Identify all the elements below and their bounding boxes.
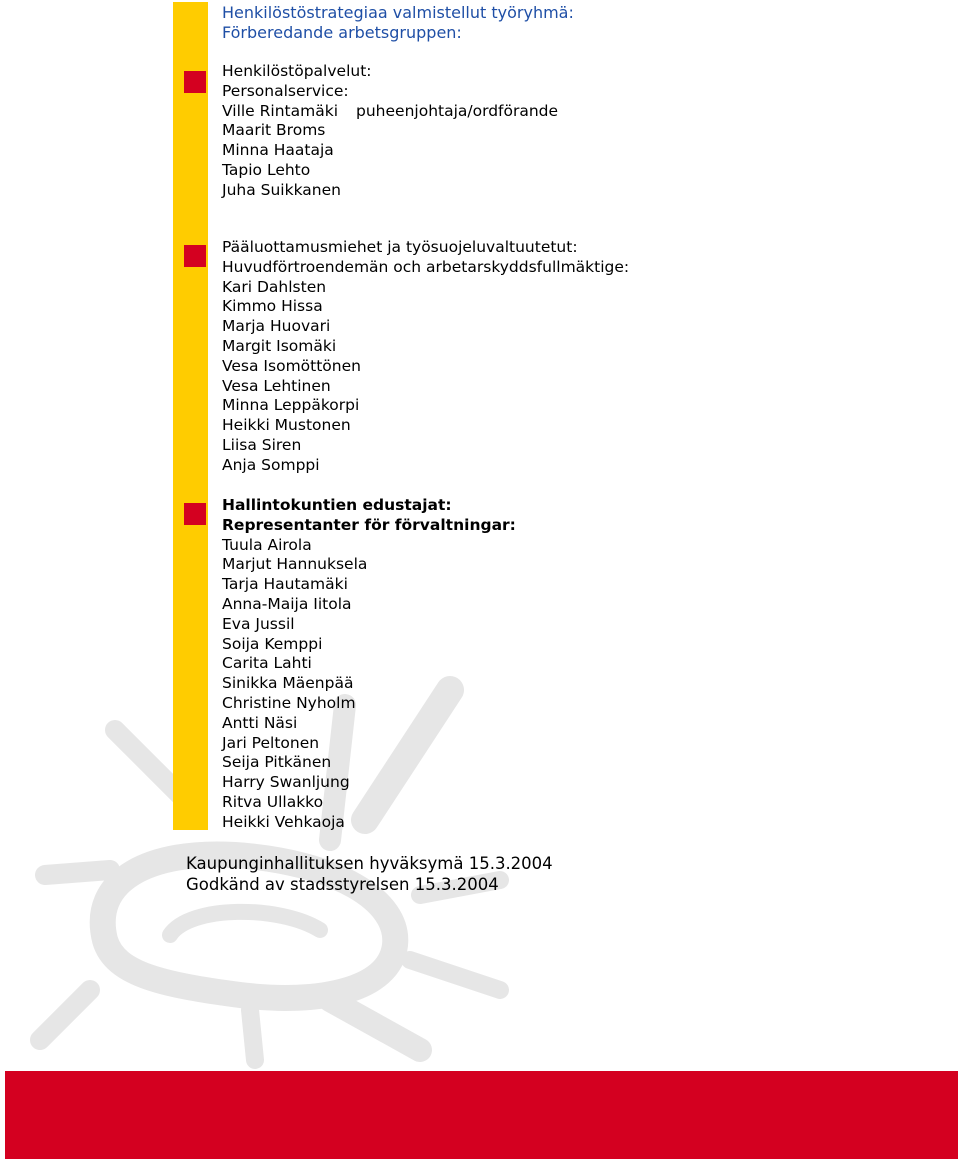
member-name: Kimmo Hissa [222, 297, 323, 316]
approval-fi: Kaupunginhallituksen hyväksymä 15.3.2004 [186, 854, 553, 873]
section-title-fi: Hallintokuntien edustajat: [222, 496, 452, 514]
member-name: Seija Pitkänen [222, 753, 332, 772]
member-name: Carita Lahti [222, 654, 312, 673]
member-name: Tapio Lehto [222, 160, 311, 179]
section-title-sv: Personalservice: [222, 81, 349, 100]
section-marker-icon [184, 503, 206, 525]
member-name: Anja Somppi [222, 455, 320, 474]
member-name: Vesa Isomöttönen [222, 356, 361, 375]
member-name: Minna Haataja [222, 141, 334, 160]
approval-sv: Godkänd av stadsstyrelsen 15.3.2004 [186, 875, 499, 894]
member-name: Tarja Hautamäki [222, 575, 348, 594]
member-name: Harry Swanljung [222, 773, 350, 792]
member-name: Soija Kemppi [222, 634, 323, 653]
member-role: puheenjohtaja/ordförande [356, 101, 559, 120]
section-chief-shop-stewards [222, 238, 629, 476]
section-personnel-services [222, 62, 558, 201]
section-title-sv: Representanter för förvaltningar: [222, 515, 516, 534]
section-title-fi: Pääluottamusmiehet ja työsuojeluvaltuutetut: [222, 238, 578, 256]
member-name: Eva Jussil [222, 614, 295, 633]
approval-note [186, 853, 553, 895]
member-name: Liisa Siren [222, 435, 302, 454]
member-name: Antti Näsi [222, 713, 298, 732]
member-name: Heikki Vehkaoja [222, 812, 345, 831]
heading-fi: Henkilöstöstrategiaa valmistellut työryhmä: [222, 3, 574, 22]
section-administration-representatives [222, 496, 516, 833]
section-title-sv: Huvudförtroendemän och arbetarskyddsfullmäktige: [222, 257, 630, 276]
member-name: Tuula Airola [222, 535, 312, 554]
member-name: Maarit Broms [222, 121, 326, 140]
member-name: Marja Huovari [222, 317, 331, 336]
member-name: Jari Peltonen [222, 733, 320, 752]
member-name: Sinikka Mäenpää [222, 674, 354, 693]
member-name: Heikki Mustonen [222, 416, 351, 435]
member-name: Margit Isomäki [222, 336, 337, 355]
member-name: Ritva Ullakko [222, 792, 324, 811]
member-name: Minna Leppäkorpi [222, 396, 360, 415]
heading-sv: Förberedande arbetsgruppen: [222, 23, 462, 42]
member-name: Kari Dahlsten [222, 277, 327, 296]
member-name: Christine Nyholm [222, 693, 356, 712]
section-marker-icon [184, 71, 206, 93]
yellow-side-bar [173, 2, 208, 830]
member-row [222, 102, 558, 122]
member-name: Vesa Lehtinen [222, 376, 331, 395]
member-name: Juha Suikkanen [222, 180, 341, 199]
section-title-fi: Henkilöstöpalvelut: [222, 62, 372, 80]
member-name: Ville Rintamäki [222, 101, 339, 120]
document-heading [222, 3, 574, 43]
footer-red-band [5, 1071, 958, 1159]
member-name: Anna-Maija Iitola [222, 594, 352, 613]
member-name: Marjut Hannuksela [222, 555, 368, 574]
section-marker-icon [184, 245, 206, 267]
